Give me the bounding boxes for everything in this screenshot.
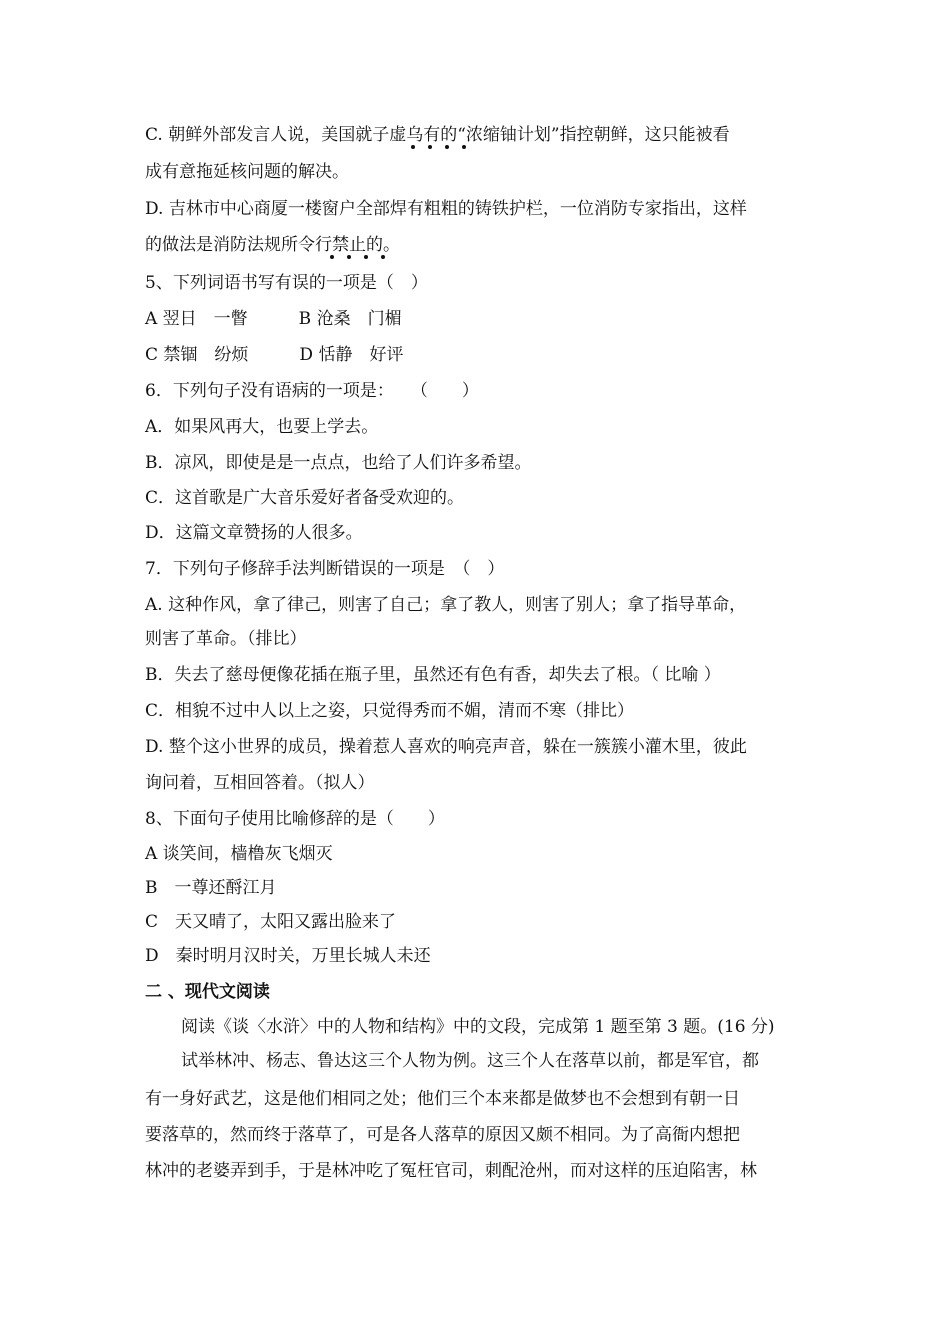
q7-stem: 7．下列句子修辞手法判断错误的一项是 （ ）: [145, 559, 505, 579]
emphasis-dot: [364, 255, 368, 259]
q4-option-d-line2: 的做法是消防法规所令行禁止的。: [145, 234, 810, 256]
q6-option-d: D．这篇文章赞扬的人很多。: [145, 523, 363, 543]
q8-option-d: D 秦时明月汉时关，万里长城人未还: [145, 946, 431, 966]
passage-line: 林冲的老婆弄到手，于是林冲吃了冤枉官司，刺配沧州，而对这样的压迫陷害，林: [145, 1161, 757, 1181]
reading-intro: 阅读《谈〈水浒〉中的人物和结构》中的文段，完成第 1 题至第 3 题。(16 分): [181, 1017, 775, 1037]
q5-options-row1: A 翌日 一瞥 B 沧桑 门楣: [145, 309, 402, 329]
emphasis-dot: [445, 145, 449, 149]
emphasis-dot: [462, 145, 466, 149]
emphasis-dot: [411, 145, 415, 149]
q5-stem: 5、下列词语书写有误的一项是（ ）: [145, 273, 428, 293]
emphasis-dot: [381, 255, 385, 259]
q8-option-b: B 一尊还酹江月: [145, 878, 277, 898]
q4-option-c-line1: C. 朝鲜外部发言人说，美国就子虚乌有的“浓缩铀计划”指控朝鲜，这只能被看: [145, 124, 810, 146]
section-heading: 二 、现代文阅读: [145, 982, 270, 1002]
q6-stem: 6．下列句子没有语病的一项是： （ ）: [145, 381, 479, 401]
q7-option-d-line1: D. 整个这小世界的成员，操着惹人喜欢的响亮声音，躲在一簇簇小灌木里，彼此: [145, 737, 747, 757]
q8-stem: 8、下面句子使用比喻修辞的是（ ）: [145, 809, 445, 829]
passage-line: 有一身好武艺，这是他们相同之处；他们三个本来都是做梦也不会想到有朝一日: [145, 1089, 740, 1109]
q6-option-c: C．这首歌是广大音乐爱好者备受欢迎的。: [145, 488, 465, 508]
emphasis-dot: [347, 255, 351, 259]
q5-options-row2: C 禁锢 纷烦 D 恬静 好评: [145, 345, 404, 365]
q4-option-c-line2: 成有意拖延核问题的解决。: [145, 162, 349, 182]
passage-line: 试举林冲、杨志、鲁达这三个人物为例。这三个人在落草以前，都是军官，都: [181, 1051, 759, 1071]
passage-line: 要落草的，然而终于落草了，可是各人落草的原因又颇不相同。为了高衙内想把: [145, 1125, 740, 1145]
q6-option-b: B．凉风，即使是是一点点，也给了人们许多希望。: [145, 453, 532, 473]
q6-option-a: A．如果风再大，也要上学去。: [145, 417, 379, 437]
q8-option-a: A 谈笑间，樯橹灰飞烟灭: [145, 844, 333, 864]
q7-option-c: C．相貌不过中人以上之姿，只觉得秀而不媚，清而不寒（排比）: [145, 701, 635, 721]
q8-option-c: C 天又晴了，太阳又露出脸来了: [145, 912, 397, 932]
q7-option-d-line2: 询问着，互相回答着。（拟人）: [145, 773, 375, 793]
q4-option-d-line1: D. 吉林市中心商厦一楼窗户全部焊有粗粗的铸铁护栏，一位消防专家指出，这样: [145, 199, 747, 219]
q7-option-a-line1: A. 这种作风，拿了律己，则害了自己；拿了教人，则害了别人；拿了指导革命，: [145, 595, 747, 615]
q7-option-b: B．失去了慈母便像花插在瓶子里，虽然还有色有香，却失去了根。（ 比喻 ）: [145, 665, 721, 685]
emphasis-dot: [428, 145, 432, 149]
emphasis-dot: [330, 255, 334, 259]
q7-option-a-line2: 则害了革命。（排比）: [145, 629, 307, 649]
